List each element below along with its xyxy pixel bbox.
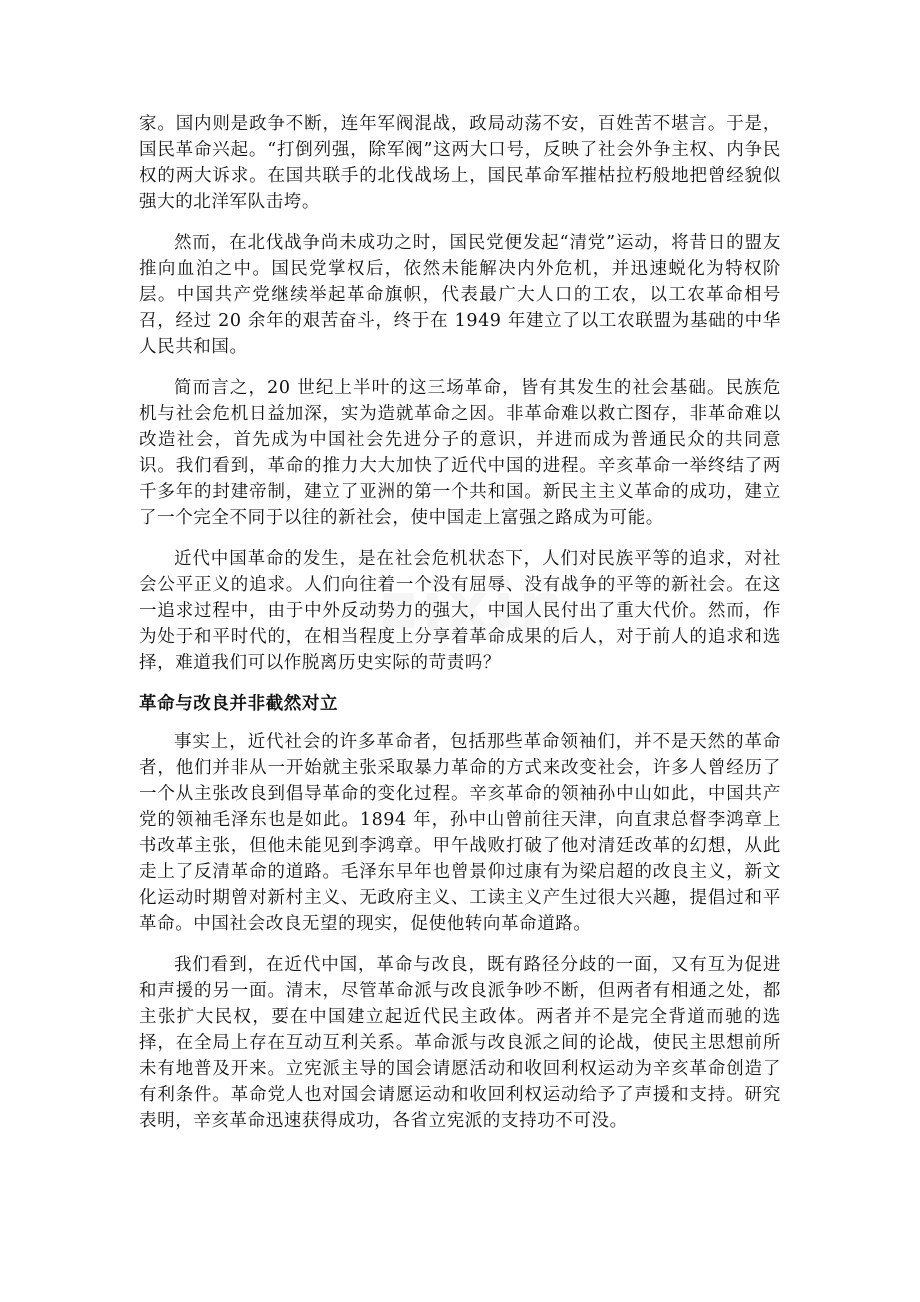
paragraph: 事实上，近代社会的许多革命者，包括那些革命领袖们，并不是天然的革命者，他们并非从一开始就主张采取暴力革命的方式来改变社会，许多人曾经历了一个从主张改良到倡导革命的变化过程。辛亥革命的领袖孙中山如此，中国共产党的领袖毛泽东也是如此。1894 年，孙中山曾前往天津，向直隶总督李鸿章上书改革主张，但他未能见到李鸿章。甲午战败打破了他对清廷改革的幻想，从此走上了反清革命的道路。毛泽东早年也曾景仰过康有为梁启超的改良主义，新文化运动时期曾对新村主义、无政府主义、工读主义产生过很大兴趣，提倡过和平革命。中国社会改良无望的现实，促使他转向革命道路。: [139, 732, 781, 934]
document-page: [139, 111, 781, 1149]
paragraph: 然而，在北伐战争尚未成功之时，国民党便发起“清党”运动，将昔日的盟友推向血泊之中。国民党掌权后，依然未能解决内外危机，并迅速蜕化为特权阶层。中国共产党继续举起革命旗帜，代表最广大人口的工农，以工农革命相号召，经过 20 余年的艰苦奋斗，终于在 1949 年建立了以工农联盟为基础的中华人民共和国。: [139, 233, 781, 357]
section-heading: 革命与改良并非截然对立: [139, 694, 339, 714]
paragraph: 我们看到，在近代中国，革命与改良，既有路径分歧的一面，又有互为促进和声援的另一面。清末，尽管革命派与改良派争吵不断，但两者有相通之处，都主张扩大民权，要在中国建立起近代民主政体。两者并不是完全背道而驰的选择，在全局上存在互动互利关系。革命派与改良派之间的论战，使民主思想前所未有地普及开来。立宪派主导的国会请愿活动和收回利权运动为辛亥革命创造了有利条件。革命党人也对国会请愿运动和收回利权运动给予了声援和支持。研究表明，辛亥革命迅速获得成功，各省立宪派的支持功不可没。: [139, 955, 781, 1131]
paragraph: 简而言之，20 世纪上半叶的这三场革命，皆有其发生的社会基础。民族危机与社会危机日益加深，实为造就革命之因。非革命难以救亡图存，非革命难以改造社会，首先成为中国社会先进分子的意识，并进而成为普通民众的共同意识。我们看到，革命的推力大大加快了近代中国的进程。辛亥革命一举终结了两千多年的封建帝制，建立了亚洲的第一个共和国。新民主主义革命的成功，建立了一个完全不同于以往的新社会，使中国走上富强之路成为可能。: [139, 378, 781, 528]
paragraph: 近代中国革命的发生，是在社会危机状态下，人们对民族平等的追求，对社会公平正义的追求。人们向往着一个没有屈辱、没有战争的平等的新社会。在这一追求过程中，由于中外反动势力的强大，中国人民付出了重大代价。然而，作为处于和平时代的，在相当程度上分享着革命成果的后人，对于前人的追求和选择，难道我们可以作脱离历史实际的苛责吗？: [139, 549, 781, 673]
paragraph-continued: 家。国内则是政争不断，连年军阀混战，政局动荡不安，百姓苦不堪言。于是，国民革命兴起。“打倒列强，除军阀”这两大口号，反映了社会外争主权、内争民权的两大诉求。在国共联手的北伐战场上，国民革命军摧枯拉朽般地把曾经貌似强大的北洋军队击垮。: [139, 114, 781, 212]
